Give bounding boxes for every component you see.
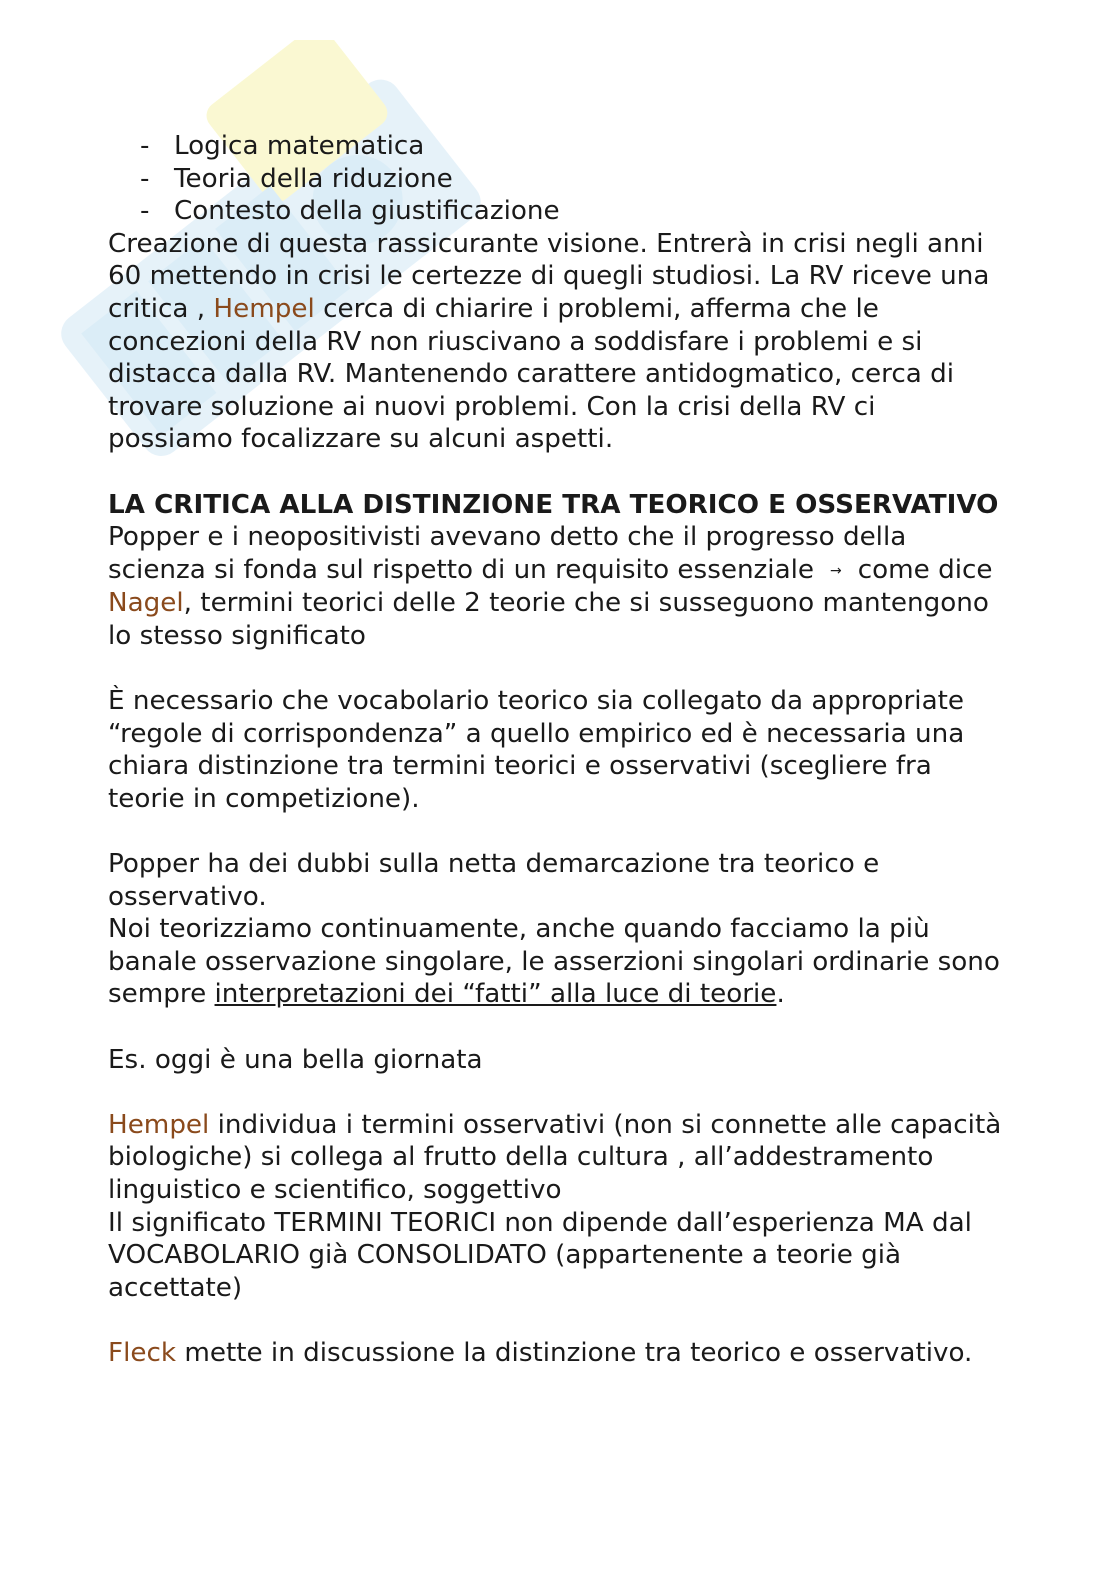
name-hempel: Hempel <box>108 1109 210 1140</box>
list-item: - Teoria della riduzione <box>140 163 453 194</box>
bullet-list <box>108 130 1008 228</box>
paragraph-popper-nagel: Popper e i neopositivisti avevano detto che il progresso della scienza si fonda sul rispetto di un requisito essenziale → come dice Nagel, termini teorici delle 2 teorie che si susseguono mantengono lo stesso significato <box>108 522 993 651</box>
document-page <box>108 130 1008 1370</box>
paragraph-hempel: Hempel individua i termini osservativi (non si connette alle capacità biologiche) si collega al frutto della cultura , all’addestramento linguistico e scientifico, soggettivo <box>108 1109 1002 1205</box>
name-nagel: Nagel <box>108 588 184 619</box>
paragraph-fleck: Fleck mette in discussione la distinzione tra teorico e osservativo. <box>108 1337 973 1368</box>
paragraph-teorizziamo: Noi teorizziamo continuamente, anche quando facciamo la più banale osservazione singolare, le asserzioni singolari ordinarie sono sempre interpretazioni dei “fatti” alla luce di teorie. <box>108 914 1000 1010</box>
paragraph-significato: Il significato TERMINI TEORICI non dipende dall’esperienza MA dal VOCABOLARIO già CONSOLIDATO (appartenente a teorie già accettate) <box>108 1207 972 1303</box>
name-fleck: Fleck <box>108 1337 177 1368</box>
paragraph-esempio: Es. oggi è una bella giornata <box>108 1044 483 1075</box>
name-hempel: Hempel <box>213 293 315 324</box>
paragraph-vocabolario: È necessario che vocabolario teorico sia collegato da appropriate “regole di corrispondenza” a quello empirico ed è necessaria una chiara distinzione tra termini teorici e osservativi (scegliere fra teorie in competizione). <box>108 686 965 814</box>
list-item: - Logica matematica <box>140 131 425 161</box>
right-arrow-icon: → <box>830 562 842 579</box>
underlined-text: interpretazioni dei “fatti” alla luce di teorie <box>214 979 777 1010</box>
paragraph-popper-dubbi: Popper ha dei dubbi sulla netta demarcazione tra teorico e osservativo. <box>108 849 880 912</box>
paragraph-crisi: Creazione di questa rassicurante visione. Entrerà in crisi negli anni 60 mettendo in crisi le certezze di quegli studiosi. La RV riceve una critica , Hempel cerca di chiarire i problemi, afferma che le concezioni della RV non riuscivano a soddisfare i problemi e si distacca dalla RV. Mantenendo carattere antidogmatico, cerca di trovare soluzione ai nuovi problemi. Con la crisi della RV ci possiamo focalizzare su alcuni aspetti. <box>108 228 990 455</box>
list-item: - Contesto della giustificazione <box>140 196 560 227</box>
section-heading: LA CRITICA ALLA DISTINZIONE TRA TEORICO E OSSERVATIVO <box>108 489 999 520</box>
